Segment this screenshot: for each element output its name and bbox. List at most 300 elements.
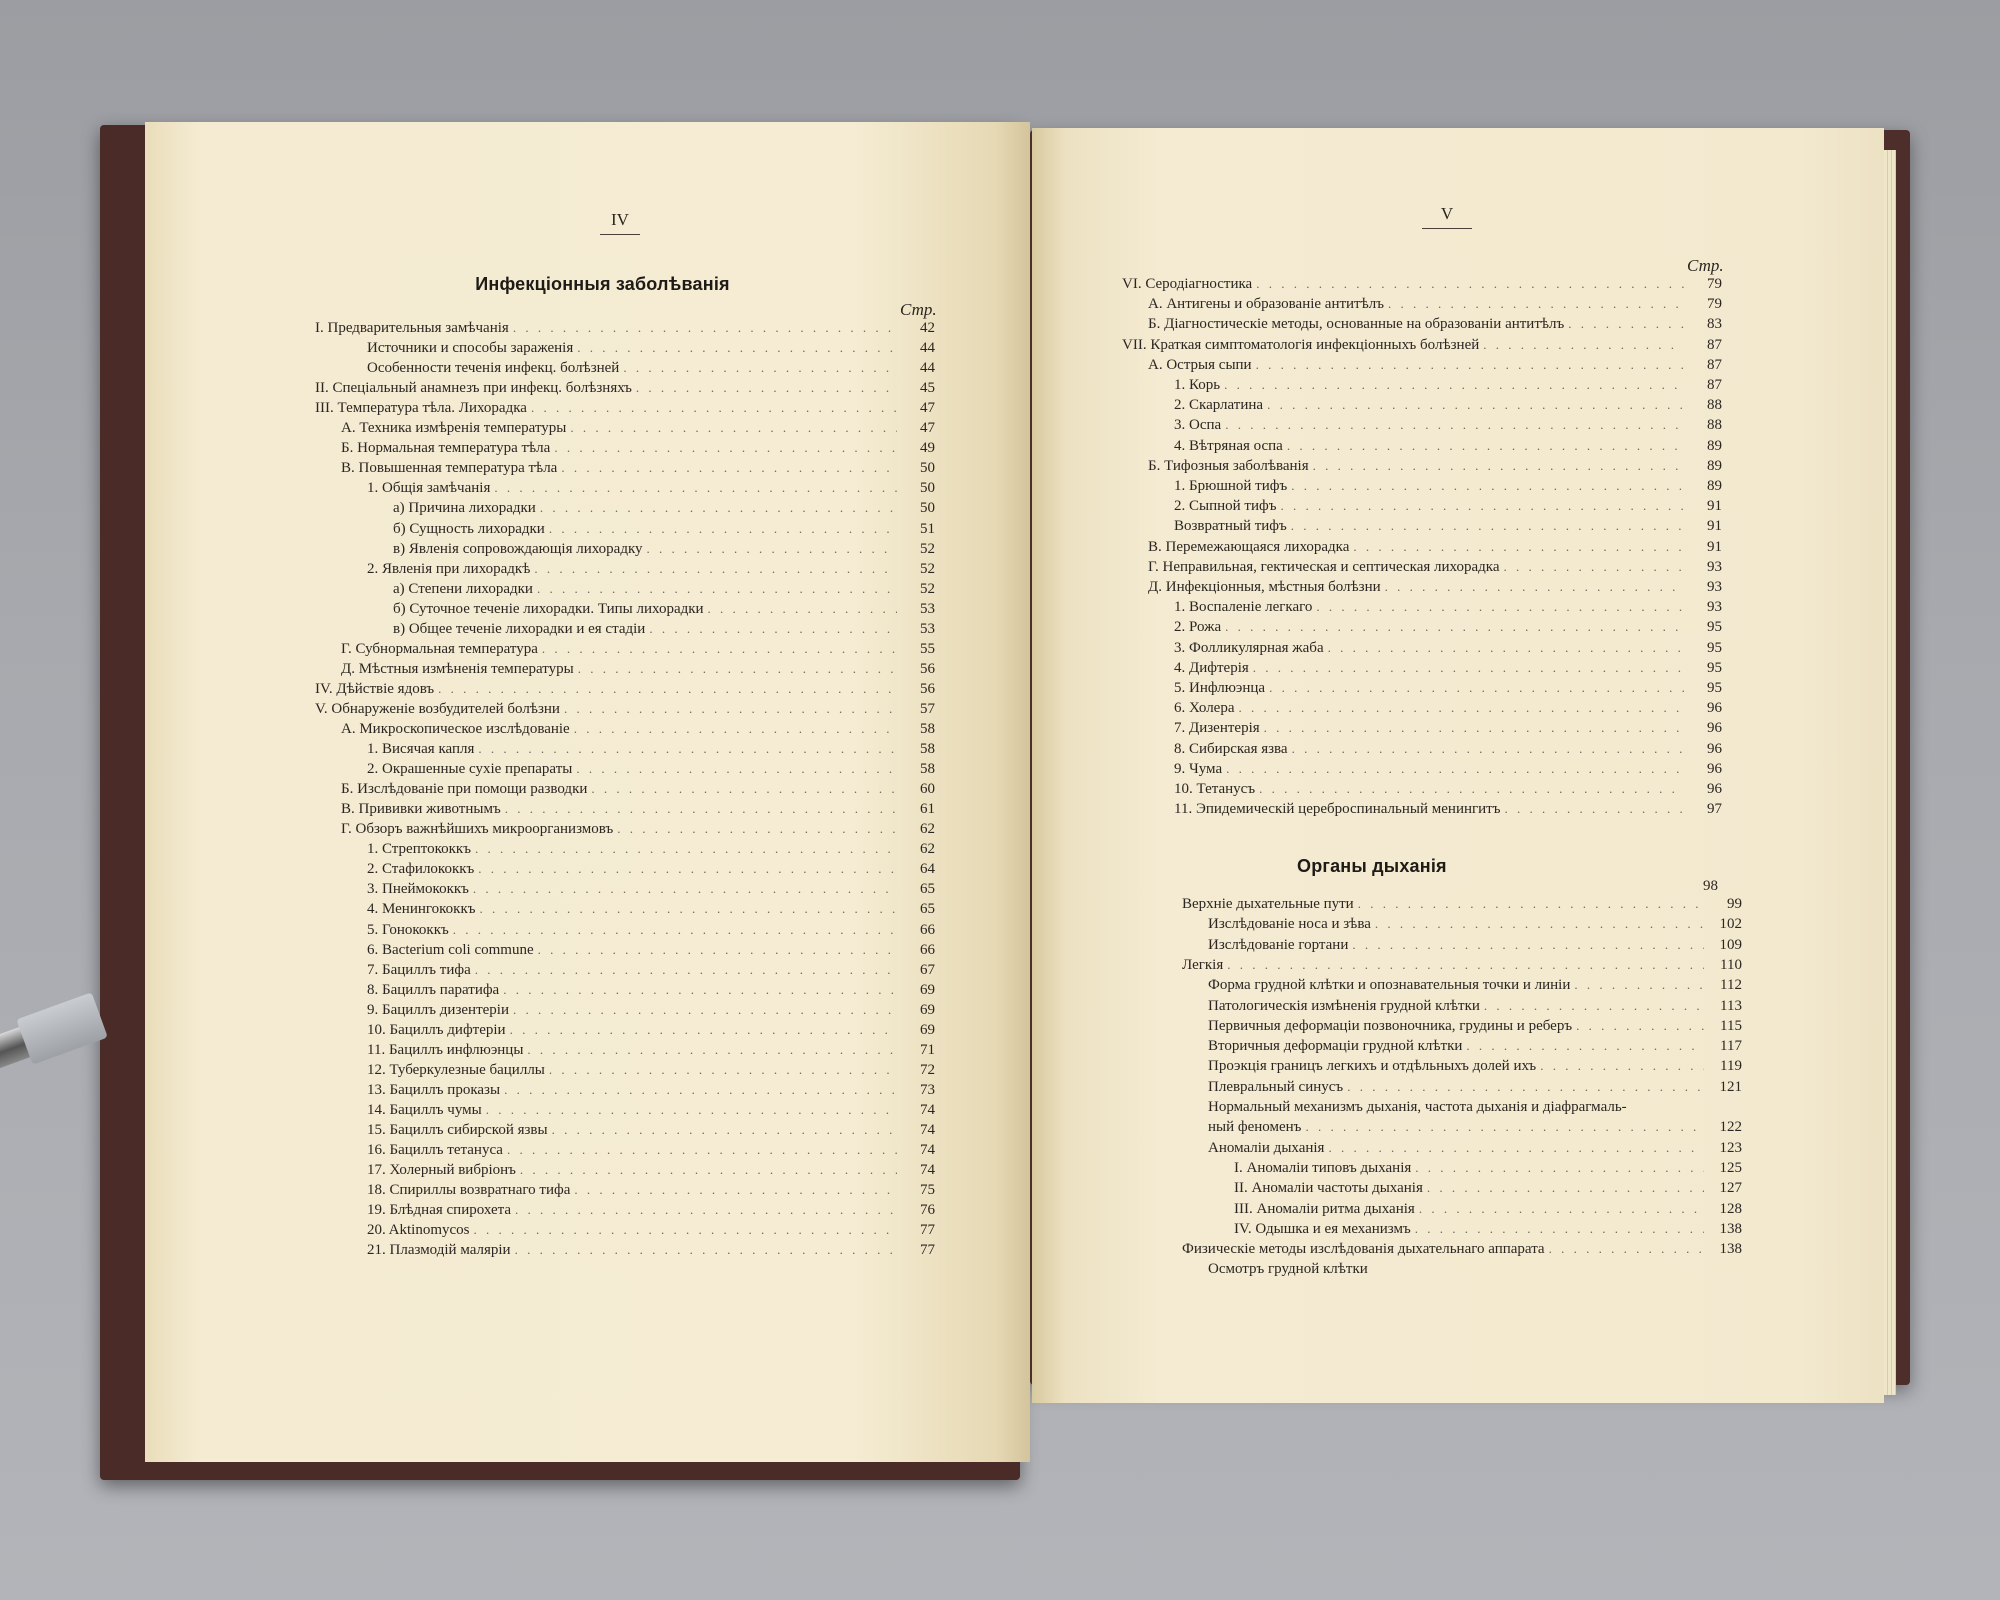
toc-entry	[367, 360, 935, 380]
toc-entry	[1122, 337, 1722, 357]
toc-entry-page: 77	[920, 1222, 935, 1239]
toc-entry	[1174, 377, 1722, 397]
leader-dots	[453, 922, 897, 938]
toc-entry-page: 122	[1719, 1119, 1742, 1136]
toc-entry-page: 138	[1719, 1220, 1742, 1237]
leader-dots	[636, 380, 897, 396]
leader-dots	[475, 962, 897, 978]
toc-entry-title: 2. Явленія при лихорадкѣ	[367, 560, 531, 577]
toc-entry-page: 96	[1707, 781, 1722, 797]
toc-entry-page: 66	[920, 941, 935, 958]
toc-entry-title: 4. Вѣтряная оспа	[1174, 437, 1283, 454]
section-first-page: 98	[1703, 878, 1718, 894]
toc-entry-page: 87	[1707, 377, 1722, 393]
toc-entry-title: Патологическія измѣненія грудной клѣтки	[1208, 997, 1480, 1014]
leader-dots	[1549, 1241, 1704, 1257]
toc-entry-page: 96	[1707, 700, 1722, 717]
leader-dots	[1466, 1038, 1704, 1054]
toc-entry-page: 79	[1707, 296, 1722, 313]
toc-entry-title: 13. Бациллъ проказы	[367, 1081, 501, 1098]
leader-dots	[576, 761, 897, 777]
toc-entry	[315, 320, 935, 340]
toc-entry-title: IV. Одышка и ея механизмъ	[1234, 1220, 1411, 1237]
toc-entry	[393, 541, 935, 561]
toc-entry-title: Б. Изслѣдованіе при помощи разводки	[341, 781, 588, 798]
toc-entry	[1174, 599, 1722, 619]
toc-entry-title: II. Аномаліи частоты дыханія	[1234, 1180, 1423, 1197]
toc-entry-title: б) Сущность лихорадки	[393, 520, 545, 537]
toc-entry-title: Физическіе методы изслѣдованія дыхательнаго аппарата	[1182, 1241, 1545, 1258]
toc-entry-page: 99	[1727, 896, 1742, 912]
toc-entry-page: 112	[1720, 977, 1742, 994]
toc-entry	[341, 420, 935, 440]
toc-entry-title: Г. Неправильная, гектическая и септическая лихорадка	[1148, 558, 1500, 575]
toc-entry	[367, 861, 935, 881]
leader-dots	[577, 340, 897, 356]
toc-entry-title: 7. Дизентерія	[1174, 720, 1260, 737]
toc-entry-title: Д. Мѣстныя измѣненія температуры	[341, 660, 574, 677]
toc-entry-title: Изслѣдованіе гортани	[1208, 936, 1349, 953]
toc-entry-title: В. Перемежающаяся лихорадка	[1148, 538, 1350, 555]
toc-entry-title: Вторичныя деформаціи грудной клѣтки	[1208, 1038, 1463, 1055]
leader-dots	[1415, 1160, 1704, 1176]
toc-entry	[1174, 498, 1722, 518]
leader-dots	[1225, 619, 1684, 635]
toc-entry-page: 74	[920, 1101, 935, 1118]
toc-entry-title: Аномаліи дыханія	[1208, 1139, 1325, 1156]
toc-entry-title: Б. Діагностическіе методы, основанные на образованіи антитѣлъ	[1148, 316, 1565, 333]
toc-entry-page: 115	[1720, 1017, 1742, 1034]
toc-entry	[1208, 916, 1742, 936]
toc-entry-page: 127	[1719, 1180, 1742, 1197]
toc-entry-page: 50	[920, 460, 935, 477]
toc-entry	[367, 1122, 935, 1142]
leader-dots	[1540, 1058, 1704, 1074]
toc-entry-page: 56	[920, 660, 935, 677]
toc-entry-title: 4. Дифтерія	[1174, 659, 1249, 676]
toc-entry-page: 65	[920, 881, 935, 898]
toc-entry-title: 6. Холера	[1174, 700, 1235, 717]
toc-entry	[393, 601, 935, 621]
toc-entry-title: VI. Серодіагностика	[1122, 276, 1253, 292]
page-number-rule	[1422, 228, 1472, 229]
toc-entry-title: В. Прививки животнымъ	[341, 801, 501, 818]
toc-entry-page: 75	[920, 1182, 935, 1199]
toc-entry-page: 123	[1719, 1139, 1742, 1156]
toc-entry-title: 3. Фолликулярная жаба	[1174, 639, 1324, 656]
toc-entry-page: 117	[1720, 1038, 1742, 1055]
toc-entry-title: Д. Инфекціонныя, мѣстныя болѣзни	[1148, 579, 1381, 595]
toc-entry-title: Г. Обзоръ важнѣйшихъ микроорганизмовъ	[341, 821, 614, 838]
toc-entry-title: 2. Рожа	[1174, 619, 1222, 636]
toc-entry-title: 17. Холерный вибріонъ	[367, 1162, 516, 1179]
toc-entry-title: А. Техника измѣренія температуры	[341, 420, 567, 437]
toc-entry	[367, 1222, 935, 1242]
toc-entry	[1234, 1160, 1742, 1180]
leader-dots	[1415, 1221, 1704, 1237]
toc-entry-page: 60	[920, 781, 935, 798]
leader-dots	[507, 1142, 897, 1158]
toc-entry	[1208, 1140, 1742, 1160]
toc-entry-title: Первичныя деформаціи позвоночника, грудины и реберъ	[1208, 1017, 1573, 1034]
leader-dots	[1226, 761, 1684, 777]
toc-entry-title: 11. Эпидемическій цереброспинальный менингитъ	[1174, 801, 1501, 818]
toc-entry-title: VII. Краткая симптоматологія инфекціонныхъ болѣзней	[1122, 336, 1480, 353]
toc-entry	[1174, 619, 1722, 639]
leader-dots	[1504, 559, 1685, 575]
leader-dots	[1287, 438, 1684, 454]
toc-entry-title: III. Температура тѣла. Лихорадка	[315, 400, 527, 417]
leader-dots	[1375, 916, 1704, 932]
toc-entry-title: V. Обнаруженіе возбудителей болѣзни	[315, 700, 560, 717]
toc-entry-page: 52	[920, 580, 935, 597]
leader-dots	[1225, 417, 1684, 433]
toc-entry-title: 1. Брюшной тифъ	[1174, 478, 1288, 494]
leader-dots	[538, 942, 897, 958]
toc-entry	[367, 942, 935, 962]
leader-dots	[504, 1082, 897, 1098]
toc-entry-page: 69	[920, 981, 935, 998]
toc-entry	[1148, 296, 1722, 316]
toc-entry-title: III. Аномаліи ритма дыханія	[1234, 1200, 1415, 1217]
toc-entry-page: 102	[1719, 916, 1742, 933]
toc-entry-page: 67	[920, 961, 935, 978]
toc-entry-title: 16. Бациллъ тетануса	[367, 1142, 503, 1159]
toc-entry	[1208, 1119, 1742, 1139]
toc-entry	[1174, 781, 1722, 801]
page-number: IV	[611, 210, 629, 229]
toc-entry	[315, 380, 935, 400]
toc-entry	[367, 1062, 935, 1082]
leader-dots	[438, 681, 897, 697]
toc-entry-title: Источники и способы зараженія	[367, 340, 574, 357]
left-page	[145, 122, 1030, 1462]
toc-entry-title: II. Спеціальный анамнезъ при инфекц. болѣзняхъ	[315, 380, 632, 397]
leader-dots	[623, 360, 897, 376]
leader-dots	[549, 521, 897, 537]
toc-entry-title: 11. Бациллъ инфлюэнцы	[367, 1041, 524, 1058]
toc-entry-title: 1. Стрептококкъ	[367, 841, 471, 858]
toc-entry-page: 74	[920, 1162, 935, 1179]
toc-entry-title: 21. Плазмодій малярiи	[367, 1242, 511, 1259]
leader-dots	[574, 1182, 897, 1198]
toc-entry-title: 8. Сибирская язва	[1174, 740, 1288, 757]
leader-dots	[1291, 518, 1684, 534]
toc-entry-page: 95	[1707, 619, 1722, 636]
leader-dots	[578, 661, 897, 677]
toc-entry	[1148, 357, 1722, 377]
toc-entry-title: ный феноменъ	[1208, 1119, 1302, 1136]
toc-entry-title: Изслѣдованіе носа и зѣва	[1208, 916, 1371, 933]
leader-dots	[1347, 1079, 1704, 1095]
leader-dots	[505, 801, 897, 817]
toc-entry-page: 93	[1707, 579, 1722, 595]
toc-entry-page: 125	[1719, 1159, 1742, 1176]
toc-entry	[341, 460, 935, 480]
leader-dots	[1224, 377, 1684, 393]
leader-dots	[537, 581, 897, 597]
toc-entry	[367, 480, 935, 500]
leader-dots	[1574, 977, 1704, 993]
toc-entry-title: 14. Бациллъ чумы	[367, 1101, 482, 1118]
toc-entry	[393, 500, 935, 520]
page-number-rule	[600, 234, 640, 235]
toc-entry-page: 45	[920, 380, 935, 397]
toc-entry	[1148, 458, 1722, 478]
leader-dots	[474, 1222, 897, 1238]
toc-entry	[341, 641, 935, 661]
toc-entry	[1208, 1261, 1742, 1281]
leader-dots	[534, 561, 897, 577]
toc-entry-page: 79	[1707, 276, 1722, 292]
toc-entry-title: 2. Скарлатина	[1174, 397, 1264, 414]
toc-entry-title: в) Общее теченіе лихорадки и ея стадіи	[393, 620, 646, 637]
toc-entry	[1208, 937, 1742, 957]
toc-entry-page: 52	[920, 540, 935, 557]
leader-dots	[1427, 1180, 1704, 1196]
toc-entry-page: 95	[1707, 680, 1722, 696]
section-title: Инфекціонныя заболѣванія	[475, 274, 730, 294]
leader-dots	[1305, 1119, 1704, 1135]
toc-entry	[367, 741, 935, 761]
leader-dots	[591, 781, 897, 797]
toc-entry	[1208, 998, 1742, 1018]
toc-entry	[367, 881, 935, 901]
toc-entry-page: 62	[920, 841, 935, 858]
toc-entry	[1234, 1201, 1742, 1221]
toc-entry-page: 64	[920, 861, 935, 878]
toc-entry-page: 76	[920, 1202, 935, 1219]
leader-dots	[1328, 1140, 1704, 1156]
toc-entry	[1182, 957, 1742, 977]
toc-entry	[1174, 801, 1722, 821]
toc-entry-page: 138	[1719, 1241, 1742, 1258]
toc-entry-title: А. Острыя сыпи	[1148, 356, 1252, 373]
toc-entry-page: 66	[920, 921, 935, 938]
toc-entry	[367, 962, 935, 982]
toc-entry-page: 119	[1720, 1058, 1742, 1075]
leader-dots	[527, 1042, 897, 1058]
toc-entry	[1182, 1241, 1742, 1261]
leader-dots	[1280, 498, 1684, 514]
toc-entry-page: 74	[920, 1142, 935, 1159]
toc-entry	[367, 761, 935, 781]
leader-dots	[515, 1202, 897, 1218]
leader-dots	[649, 621, 897, 637]
toc-entry-page: 56	[920, 680, 935, 697]
toc-entry	[367, 901, 935, 921]
toc-entry-title: 18. Спириллы возвратнаго тифа	[367, 1182, 571, 1199]
toc-entry-title: 7. Бациллъ тифа	[367, 961, 471, 978]
toc-entry-title: 15. Бациллъ сибирской язвы	[367, 1122, 548, 1138]
toc-entry-title: Плевральный синусъ	[1208, 1078, 1344, 1095]
leader-dots	[515, 1242, 897, 1258]
leader-dots	[1269, 680, 1684, 696]
toc-entry-title: 10. Бациллъ дифтеріи	[367, 1021, 506, 1038]
toc-entry	[1174, 720, 1722, 740]
toc-entry	[1148, 579, 1722, 599]
toc-entry-page: 74	[920, 1122, 935, 1138]
toc-entry-page: 89	[1707, 478, 1722, 494]
toc-entry	[1174, 700, 1722, 720]
toc-entry-page: 93	[1707, 599, 1722, 616]
leader-dots	[1256, 357, 1684, 373]
toc-entry-page: 96	[1707, 760, 1722, 777]
toc-entry-page: 52	[920, 560, 935, 577]
toc-entry-title: 10. Тетанусъ	[1174, 781, 1256, 797]
leader-dots	[1239, 700, 1685, 716]
toc-entry	[367, 982, 935, 1002]
toc-entry-page: 89	[1707, 457, 1722, 474]
leader-dots	[480, 901, 897, 917]
leader-dots	[542, 641, 897, 657]
toc-entry-title: 1. Висячая капля	[367, 741, 475, 758]
leader-dots	[1259, 781, 1684, 797]
toc-entry	[341, 801, 935, 821]
toc-entry-page: 62	[920, 821, 935, 838]
toc-entry	[1148, 539, 1722, 559]
leader-dots	[473, 881, 897, 897]
toc-entry-title: Проэкція границъ легкихъ и отдѣльныхъ долей ихъ	[1208, 1058, 1537, 1075]
leader-dots	[510, 1022, 897, 1038]
toc-entry	[1174, 640, 1722, 660]
leader-dots	[1227, 957, 1704, 973]
toc-entry	[393, 581, 935, 601]
leader-dots	[1267, 397, 1684, 413]
toc-entry-page: 109	[1719, 936, 1742, 953]
leader-dots	[478, 741, 897, 757]
leader-dots	[554, 440, 897, 456]
toc-entry-page: 61	[920, 801, 935, 818]
toc-entry-page: 53	[920, 620, 935, 637]
toc-entry-title: I. Аномаліи типовъ дыханія	[1234, 1159, 1412, 1176]
toc-entry	[341, 661, 935, 681]
toc-entry-title: 2. Сыпной тифъ	[1174, 498, 1277, 515]
toc-entry-title: IV. Дѣйствіе ядовъ	[315, 680, 435, 697]
toc-entry	[341, 440, 935, 460]
leader-dots	[564, 701, 897, 717]
toc-entry-title: Осмотръ грудной клѣтки	[1208, 1261, 1368, 1278]
toc-entry	[1174, 660, 1722, 680]
toc-entry-page: 42	[920, 320, 935, 336]
toc-entry	[1174, 761, 1722, 781]
leader-dots	[570, 420, 897, 436]
toc-entry-page: 97	[1707, 801, 1722, 818]
leader-dots	[1291, 478, 1684, 494]
toc-entry	[1174, 518, 1722, 538]
leader-dots	[1484, 998, 1704, 1014]
toc-entry-title: В. Повышенная температура тѣла	[341, 460, 558, 477]
leader-dots	[1358, 896, 1704, 912]
toc-entry	[367, 1242, 935, 1262]
toc-entry-page: 96	[1707, 740, 1722, 757]
leader-dots	[1328, 640, 1684, 656]
leader-dots	[647, 541, 897, 557]
toc-entry	[1208, 1018, 1742, 1038]
toc-entry-title: 8. Бациллъ паратифа	[367, 981, 500, 998]
toc-entry-title: Б. Нормальная температура тѣла	[341, 440, 551, 457]
toc-entry	[341, 821, 935, 841]
toc-entry-page: 47	[920, 400, 935, 417]
leader-dots	[617, 821, 897, 837]
toc-entry-title: 9. Бациллъ дизентеріи	[367, 1001, 509, 1018]
toc-entry-page: 110	[1720, 956, 1742, 973]
toc-entry	[1174, 438, 1722, 458]
toc-entry-title: 2. Окрашенные сухіе препараты	[367, 761, 573, 778]
toc-entry-page: 69	[920, 1021, 935, 1038]
toc-entry-page: 77	[920, 1242, 935, 1259]
toc-entry-page: 58	[920, 741, 935, 758]
toc-entry-title: 2. Стафилококкъ	[367, 861, 475, 878]
toc-entry	[1174, 741, 1722, 761]
leader-dots	[513, 1002, 897, 1018]
toc-entry-title: 9. Чума	[1174, 760, 1223, 777]
toc-entry	[1208, 1038, 1742, 1058]
toc-entry-page: 113	[1720, 997, 1742, 1014]
toc-entry-page: 58	[920, 721, 935, 737]
toc-entry	[1148, 559, 1722, 579]
toc-entry-page: 53	[920, 600, 935, 617]
toc-entry-title: 1. Воспаленіе легкаго	[1174, 599, 1313, 616]
toc-entry-title: Форма грудной клѣтки и опознавательныя точки и линіи	[1208, 977, 1571, 994]
leader-dots	[1264, 720, 1684, 736]
leader-dots	[1576, 1018, 1704, 1034]
leader-dots	[494, 480, 897, 496]
leader-dots	[1504, 801, 1684, 817]
toc-entry	[367, 340, 935, 360]
toc-entry-title: Верхніе дыхательные пути	[1182, 896, 1354, 912]
toc-entry-page: 73	[920, 1081, 935, 1098]
toc-entry-page: 50	[920, 500, 935, 517]
toc-entry	[1174, 417, 1722, 437]
toc-entry	[1174, 680, 1722, 700]
leader-dots	[1388, 296, 1684, 312]
toc-entry	[1148, 316, 1722, 336]
leader-dots	[1353, 539, 1684, 555]
leader-dots	[708, 601, 897, 617]
toc-entry-page: 91	[1707, 518, 1722, 535]
toc-entry-page: 47	[920, 420, 935, 437]
toc-entry-page: 83	[1707, 316, 1722, 333]
toc-entry	[367, 1142, 935, 1162]
toc-entry-page: 128	[1719, 1200, 1742, 1217]
toc-entry	[1208, 1079, 1742, 1099]
leader-dots	[1352, 937, 1704, 953]
toc-entry-page: 51	[920, 520, 935, 537]
toc-entry	[393, 621, 935, 641]
toc-entry-title: Нормальный механизмъ дыханія, частота дыханія и діафрагмаль-	[1208, 1099, 1627, 1115]
toc-entry-title: 5. Инфлюэнца	[1174, 680, 1266, 696]
toc-entry	[367, 841, 935, 861]
toc-entry-title: а) Причина лихорадки	[393, 500, 536, 517]
toc-entry-page: 72	[920, 1061, 935, 1078]
leader-dots	[1316, 599, 1684, 615]
page-column-label: Стр.	[1687, 256, 1724, 275]
toc-entry-page: 88	[1707, 397, 1722, 414]
toc-entry	[341, 781, 935, 801]
toc-entry-title: А. Микроскопическое изслѣдованіе	[341, 721, 570, 737]
toc-entry-title: 19. Блѣдная спирохета	[367, 1202, 512, 1219]
toc-entry	[1208, 1099, 1742, 1119]
leader-dots	[574, 721, 897, 737]
toc-entry-page: 55	[920, 640, 935, 657]
leader-dots	[475, 841, 897, 857]
toc-entry-title: 3. Оспа	[1174, 417, 1222, 434]
leader-dots	[478, 861, 897, 877]
leader-dots	[1568, 316, 1684, 332]
leader-dots	[513, 320, 897, 336]
toc-entry-page: 93	[1707, 558, 1722, 575]
